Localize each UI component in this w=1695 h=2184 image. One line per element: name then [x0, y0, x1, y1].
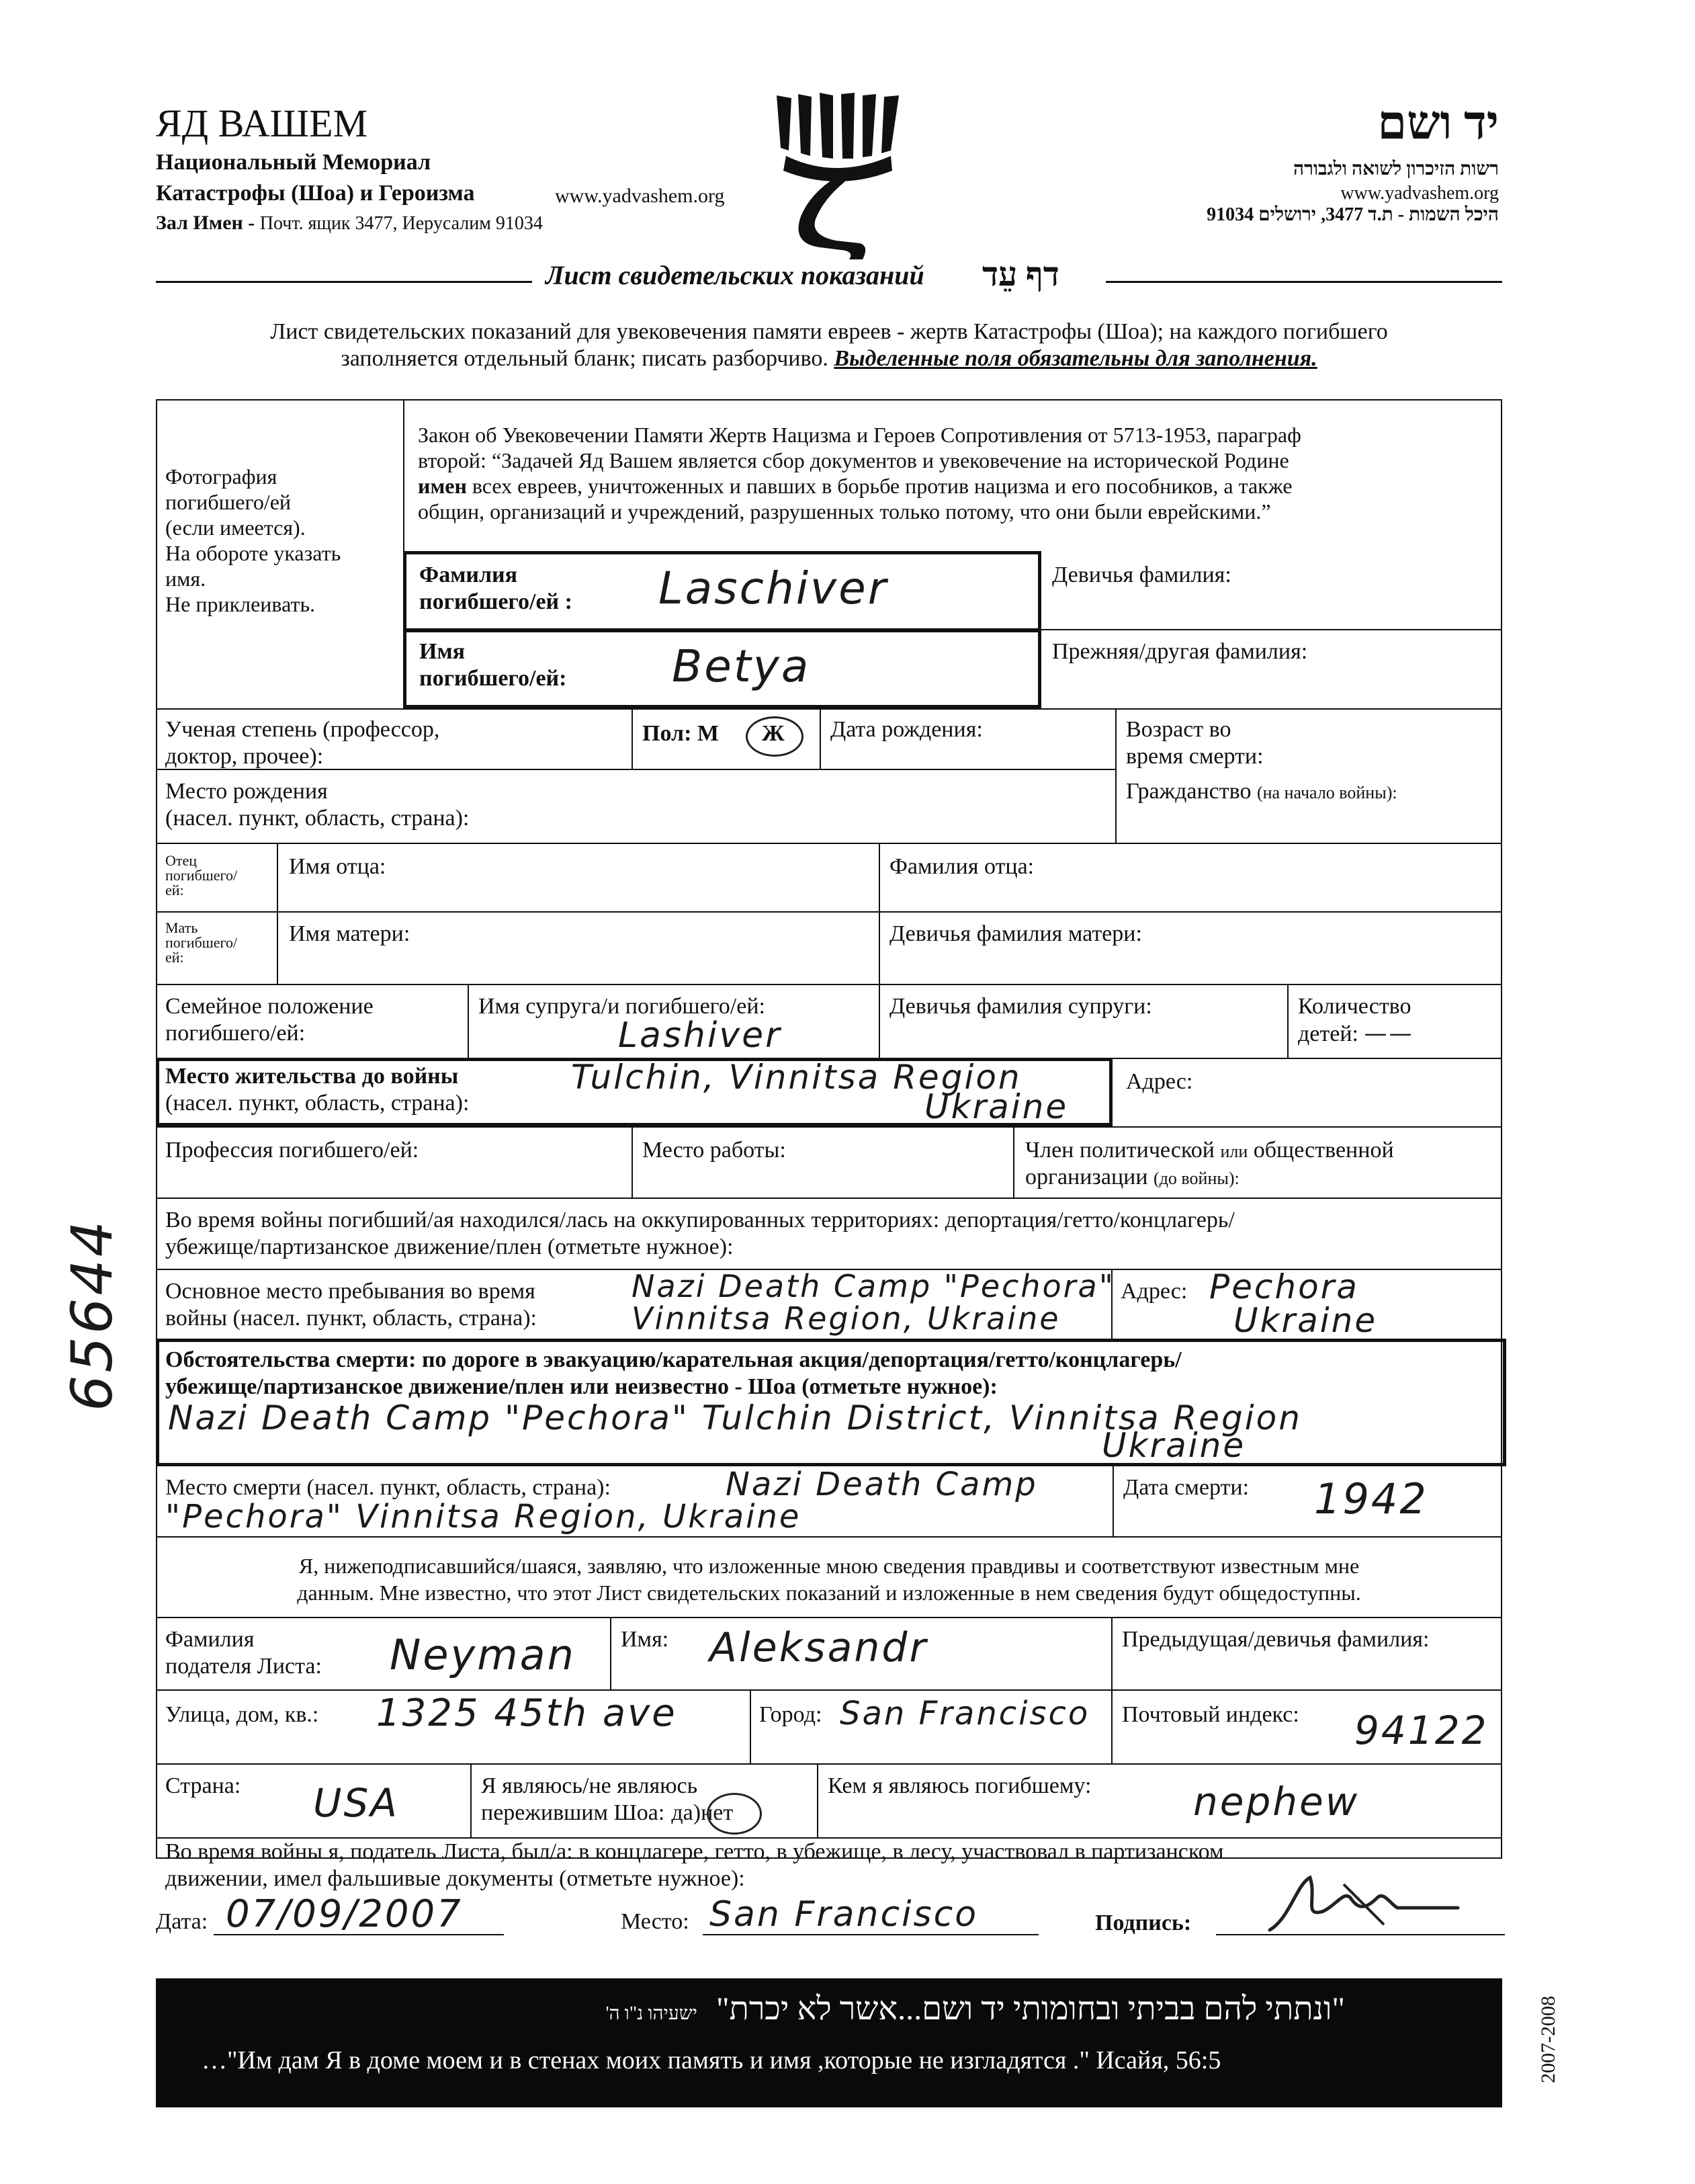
residence-value-1[interactable]: Tulchin, Vinnitsa Region [571, 1058, 1022, 1097]
spouse-maiden-label: Девичья фамилия супруги: [889, 994, 1152, 1019]
surname-label-1: Фамилия [419, 562, 518, 587]
survivor-no-option[interactable]: нет [701, 1800, 734, 1825]
birthplace-label [165, 778, 469, 832]
residence-value-2[interactable]: Ukraine [924, 1087, 1069, 1126]
marital-label-1: Семейное положение [165, 994, 374, 1019]
footer-hebrew-quote [156, 1990, 1345, 2033]
member-label-2sub: (до войны): [1154, 1169, 1240, 1188]
footer-russian-quote: …"Им дам Я в доме моем и в стенах моих память и имя ,которые не изгладятся ." Исайя, 56:5 [202, 2046, 1221, 2074]
citizenship-sub: (на начало войны): [1256, 783, 1397, 802]
war-line-2: убежище/партизанское движение/плен (отметьте нужное): [165, 1234, 734, 1259]
mother-side-label [165, 921, 237, 965]
hall-of-names-label: Зал Имен - [156, 212, 260, 234]
children-label-1: Количество [1298, 994, 1411, 1019]
submitter-war-text [165, 1839, 1224, 1892]
circumstances-options-1: по дороге в эвакуацию/карательная акция/депортация/гетто/концлагерь/ [416, 1347, 1182, 1372]
intro-line2 [156, 345, 1502, 372]
citizenship-label [1126, 778, 1397, 805]
age-label-2: время смерти: [1126, 744, 1264, 769]
website-right: www.yadvashem.org [1340, 183, 1499, 204]
form-title-he: דף עֵד [982, 255, 1059, 293]
submitter-surname-value[interactable]: Neyman [390, 1630, 576, 1679]
war-status-text [165, 1207, 1235, 1261]
law-bold-word: имен [418, 474, 467, 498]
main-place-label-2: войны (насел. пункт, область, страна): [165, 1306, 537, 1331]
spouse-name-label: Имя супруга/и погибшего/ей: [478, 994, 765, 1019]
first-name-label-1: Имя [419, 639, 465, 664]
mother-side-2: погибшего/ [165, 934, 238, 951]
death-place-value-2[interactable]: "Pechora" Vinnitsa Region, Ukraine [165, 1498, 801, 1536]
main-place-value-1[interactable]: Nazi Death Camp "Pechora" [632, 1268, 1115, 1304]
title-rule-left [156, 281, 532, 283]
photo-text-2: погибшего/ей [165, 490, 292, 514]
father-side-1: Отец [165, 852, 198, 869]
circumstances-label [165, 1347, 1182, 1400]
photo-text-3: (если имеется). [165, 515, 306, 540]
sex-female-circle [746, 716, 803, 757]
main-place-address-label: Адрес: [1121, 1279, 1188, 1304]
org-line2-he: רשות הזיכרון לשואה ולגבורה [1293, 159, 1499, 179]
form-title-ru: Лист свидетельских показаний [546, 260, 924, 290]
city-label: Город: [759, 1702, 822, 1727]
circumstances-value-2[interactable]: Ukraine [1102, 1426, 1246, 1465]
death-place-value-1[interactable]: Nazi Death Camp [726, 1466, 1038, 1503]
zip-label: Почтовый индекс: [1122, 1702, 1299, 1727]
date-value[interactable]: 07/09/2007 [226, 1892, 463, 1936]
yad-vashem-logo-icon [771, 91, 903, 261]
survivor-label: Я являюсь/не являюсь пережившим Шоа: да)нет [481, 1773, 734, 1825]
country-label: Страна: [165, 1773, 241, 1798]
law-text [418, 422, 1493, 524]
previous-name-label: Прежняя/другая фамилия: [1052, 639, 1308, 664]
spouse-name-value[interactable]: Lashiver [618, 1015, 782, 1056]
law-line-3 [418, 473, 1493, 499]
member-label-2: организации [1025, 1165, 1148, 1189]
main-place-address-value-2[interactable]: Ukraine [1233, 1301, 1378, 1340]
survivor-yes-circle [707, 1793, 762, 1835]
member-label [1025, 1137, 1394, 1191]
residence-label [165, 1063, 469, 1117]
survivor-label-1: Я являюсь/не являюсь [481, 1773, 698, 1798]
sex-label: Пол: М [642, 721, 719, 746]
city-value[interactable]: San Francisco [840, 1695, 1090, 1732]
org-line4-he: היכל השמות - ת.ד 3477, ירושלים 91034 [1207, 204, 1499, 225]
marital-label-2: погибшего/ей: [165, 1021, 306, 1046]
intro-required-note: Выделенные поля обязательны для заполнения. [834, 346, 1317, 371]
residence-address-label: Адрес: [1126, 1069, 1193, 1094]
submitter-name-value[interactable]: Aleksandr [709, 1624, 928, 1671]
intro-text: заполняется отдельный бланк; писать разборчиво. [341, 346, 828, 371]
margin-number: 65644 [59, 1218, 125, 1411]
submitter-war-line-1: Во время войны я, податель Листа, был/а: в концлагере, гетто, в убежище, в лесу, участвовал в партизанском [165, 1839, 1224, 1864]
first-name-label [419, 638, 566, 692]
death-date-label: Дата смерти: [1123, 1475, 1250, 1500]
law-line-3-text: всех евреев, уничтоженных и павших в борьбе против нацизма и его пособников, а также [472, 474, 1293, 498]
law-line-2: второй: “Задачей Яд Вашем является сбор документов и увековечение на исторической Родине [418, 448, 1289, 472]
birthplace-label-2: (насел. пункт, область, страна): [165, 806, 470, 831]
declaration-text [156, 1552, 1502, 1606]
main-place-address-value-1[interactable]: Pechora [1209, 1267, 1359, 1306]
org-line4-ru [156, 210, 543, 237]
law-line-4: общин, организаций и учреждений, разрушенных только потому, что они были еврейскими.” [418, 499, 1271, 523]
declaration-line-1: Я, нижеподписавшийся/шаяся, заявляю, что изложенные мною сведения правдивы и соответствуют известным мне [298, 1554, 1360, 1578]
sex-female-option[interactable]: Ж [762, 721, 785, 746]
children-label [1298, 993, 1414, 1048]
footer-side-code: 2007-2008 [1537, 1996, 1559, 2083]
profession-label: Профессия погибшего/ей: [165, 1138, 419, 1163]
degree-label [165, 716, 439, 770]
intro-line1: Лист свидетельских показаний для увековечения памяти евреев - жертв Катастрофы (Шоа); на каждого погибшего [270, 319, 1388, 344]
age-label-1: Возраст во [1126, 717, 1231, 742]
first-name-value[interactable]: Betya [672, 640, 811, 692]
father-surname-label: Фамилия отца: [889, 854, 1035, 879]
postal-address: Почт. ящик 3477, Иерусалим 91034 [259, 213, 543, 234]
relation-value[interactable]: nephew [1193, 1779, 1360, 1824]
submitter-surname-label-2: подателя Листа: [165, 1654, 322, 1679]
degree-label-1: Ученая степень (профессор, [165, 717, 440, 742]
survivor-yes-option[interactable]: да [671, 1800, 693, 1825]
org-line3-ru: Катастрофы (Шоа) и Героизма [156, 181, 475, 206]
submitter-surname-label [165, 1626, 322, 1680]
hebrew-quote-source: ישעיהו נ"ו ה' [605, 2003, 697, 2024]
declaration-line-2: данным. Мне известно, что этот Лист свидетельских показаний и изложенные в нем сведения будут общедоступны. [297, 1581, 1361, 1605]
country-value[interactable]: USA [313, 1780, 399, 1826]
surname-label-2: погибшего/ей : [419, 589, 572, 614]
father-side-label [165, 853, 237, 898]
death-place-label: Место смерти (насел. пункт, область, страна): [165, 1475, 611, 1500]
citizenship-label-text: Гражданство [1126, 779, 1252, 804]
degree-label-2: доктор, прочее): [165, 744, 324, 769]
relation-label: Кем я являюсь погибшему: [828, 1773, 1092, 1798]
residence-label-2: (насел. пункт, область, страна): [165, 1091, 470, 1116]
marital-status-label [165, 993, 374, 1047]
birthplace-label-1: Место рождения [165, 779, 328, 804]
surname-label [419, 562, 572, 616]
children-label-2: детей: [1298, 1021, 1358, 1046]
main-place-value-2[interactable]: Vinnitsa Region, Ukraine [632, 1300, 1061, 1337]
place-label: Место: [621, 1909, 689, 1934]
dob-label: Дата рождения: [830, 717, 983, 742]
first-name-label-2: погибшего/ей: [419, 666, 567, 691]
place-value[interactable]: San Francisco [709, 1894, 979, 1935]
title-rule-right [1106, 281, 1502, 283]
mother-name-label: Имя матери: [289, 921, 410, 946]
org-name-he: יד ושם [1377, 97, 1499, 149]
maiden-row-rule [1039, 629, 1502, 630]
father-side-2: погибшего/ [165, 867, 238, 884]
street-label: Улица, дом, кв.: [165, 1702, 319, 1727]
member-label-1a: Член политической [1025, 1138, 1221, 1163]
survivor-label-2: пережившим Шоа: [481, 1800, 665, 1825]
death-date-value[interactable]: 1942 [1314, 1474, 1428, 1523]
zip-value[interactable]: 94122 [1354, 1708, 1489, 1753]
website-left: www.yadvashem.org [555, 185, 725, 207]
circumstances-label-text: Обстоятельства смерти: [165, 1347, 417, 1372]
maiden-name-label: Девичья фамилия: [1052, 562, 1231, 587]
submitter-surname-label-1: Фамилия [165, 1627, 255, 1652]
signature-scribble-icon [1263, 1871, 1465, 1938]
submitter-war-line-2: движении, имел фальшивые документы (отметьте нужное): [165, 1866, 745, 1891]
photo-text-1: Фотография [165, 464, 277, 489]
law-line-1: Закон об Увековечении Памяти Жертв Нацизма и Героев Сопротивления от 5713-1953, параграф [418, 423, 1301, 447]
section-rule-1 [156, 708, 1502, 710]
father-name-label: Имя отца: [289, 854, 386, 879]
photo-text-4: На обороте указать [165, 541, 341, 565]
workplace-label: Место работы: [642, 1138, 786, 1163]
age-at-death-label [1126, 716, 1264, 770]
submitter-prev-name-label: Предыдущая/девичья фамилия: [1122, 1627, 1430, 1652]
mother-side-3: ей: [165, 949, 184, 966]
submitter-name-label: Имя: [621, 1627, 669, 1652]
photo-box-text [165, 464, 398, 617]
mother-side-1: Мать [165, 919, 198, 936]
street-value[interactable]: 1325 45th ave [376, 1691, 677, 1735]
children-value[interactable]: —— [1364, 1020, 1414, 1047]
photo-text-6: Не приклеивать. [165, 592, 316, 616]
member-label-1b: или [1220, 1142, 1248, 1161]
main-place-label-1: Основное место пребывания во время [165, 1279, 535, 1304]
main-place-label [165, 1278, 537, 1332]
signature-label: Подпись: [1095, 1910, 1192, 1935]
mother-maiden-label: Девичья фамилия матери: [889, 921, 1142, 946]
war-line-1: Во время войны погибший/ая находился/лась на оккупированных территориях: депортация/гетто/концлагерь/ [165, 1208, 1235, 1232]
org-line2-ru: Национальный Мемориал [156, 150, 431, 175]
circumstances-value-1[interactable]: Nazi Death Camp "Pechora" Tulchin District, Vinnitsa Region [168, 1398, 1302, 1437]
member-label-1c: общественной [1248, 1138, 1394, 1163]
org-name-ru: ЯД ВАШЕМ [156, 101, 368, 145]
date-label: Дата: [156, 1909, 208, 1934]
residence-label-1: Место жительства до войны [165, 1064, 459, 1089]
surname-value[interactable]: Laschiver [658, 562, 888, 614]
circumstances-options-2: убежище/партизанское движение/плен или неизвестно - Шоа (отметьте нужное): [165, 1374, 998, 1399]
photo-text-5: имя. [165, 566, 206, 591]
father-side-3: ей: [165, 882, 184, 898]
hebrew-quote-text: "ונתתי להם בביתי ובחומותי יד ושם...אשר לא יכרת" [715, 1991, 1345, 2027]
